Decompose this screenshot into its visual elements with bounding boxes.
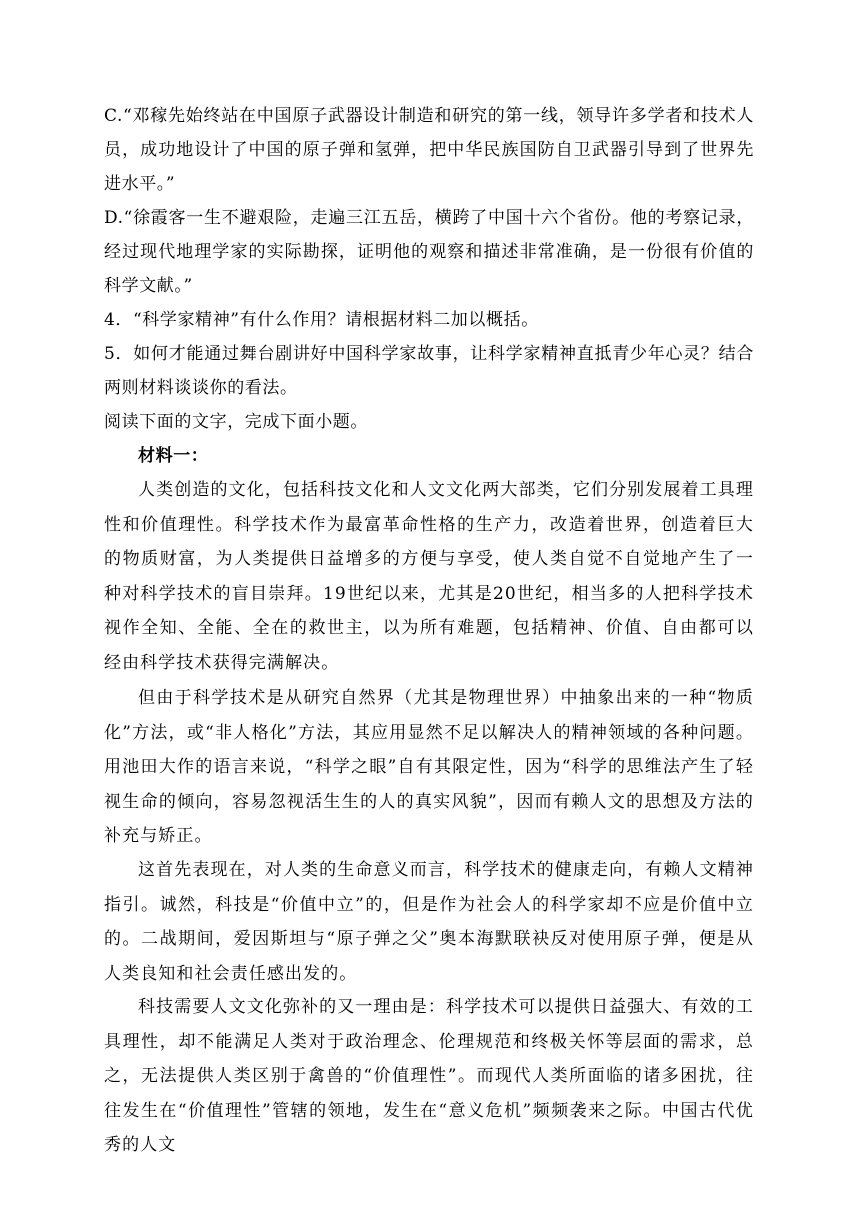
option-d-text: D.“徐霞客一生不避艰险，走遍三江五岳，横跨了中国十六个省份。他的考察记录，经过现代地理学家的实际勘探，证明他的观察和描述非常准确，是一份很有价值的科学文献。” (104, 208, 754, 296)
material-paragraph: 但由于科学技术是从研究自然界（尤其是物理世界）中抽象出来的一种“物质化”方法，或“非人格化”方法，其应用显然不足以解决人的精神领域的各种问题。用池田大作的语言来说，“科学之眼”自有其限定性，因为“科学的思维法产生了轻视生命的倾向，容易忽视活生生的人的真实风貌”，因而有赖人文的思想及方法的补充与矫正。 (104, 688, 754, 846)
reading-instruction: 阅读下面的文字，完成下面小题。 (104, 412, 368, 432)
option-c-text: C.“邓稼先始终站在中国原子武器设计制造和研究的第一线，领导许多学者和技术人员，成功地设计了中国的原子弹和氢弹，把中华民族国防自卫武器引导到了世界先进水平。” (104, 106, 754, 194)
material-paragraph: 人类创造的文化，包括科技文化和人文文化两大部类，它们分别发展着工具理性和价值理性。科学技术作为最富革命性格的生产力，改造着世界，创造着巨大的物质财富，为人类提供日益增多的方便与享受，使人类自觉不自觉地产生了一种对科学技术的盲目崇拜。19世纪以来，尤其是20世纪，相当多的人把科学技术视作全知、全能、全在的救世主，以为所有难题，包括精神、价值、自由都可以经由科学技术获得完满解决。 (104, 480, 754, 673)
question-5: 5．如何才能通过舞台剧讲好中国科学家故事，让科学家精神直抵青少年心灵？结合两则材料谈谈你的看法。 (104, 344, 754, 398)
material-paragraph: 科技需要人文文化弥补的又一理由是：科学技术可以提供日益强大、有效的工具理性，却不能满足人类对于政治理念、伦理规范和终极关怀等层面的需求，总之，无法提供人类区别于禽兽的“价值理性”。而现代人类所面临的诸多困扰，往往发生在“价值理性”管辖的领地，发生在“意义危机”频频袭来之际。中国古代优秀的人文 (104, 997, 754, 1155)
question-4: 4．“科学家精神”有什么作用？请根据材料二加以概括。 (104, 310, 539, 330)
material-heading: 材料一： (138, 446, 209, 466)
material-paragraph: 这首先表现在，对人类的生命意义而言，科学技术的健康走向，有赖人文精神指引。诚然，科技是“价值中立”的，但是作为社会人的科学家却不应是价值中立的。二战期间，爱因斯坦与“原子弹之父”奥本海默联袂反对使用原子弹，便是从人类良知和社会责任感出发的。 (104, 860, 754, 984)
